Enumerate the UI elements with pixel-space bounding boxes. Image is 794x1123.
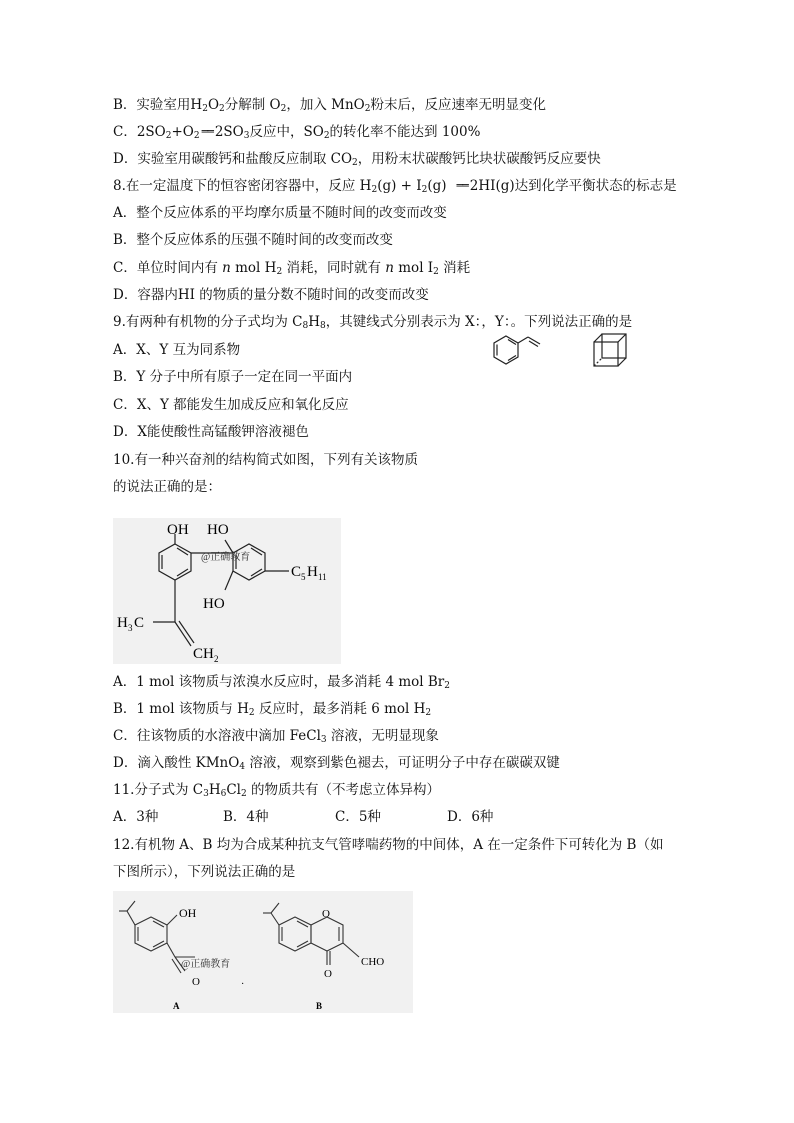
watermark: @正确教育 [181, 959, 231, 970]
methyl-h: H [117, 615, 128, 631]
q9-option-a: A．X、Y 互为同系物 [113, 342, 241, 358]
q10-option-c: C．往该物质的水溶液中滴加 FeCl$_3$ 溶液，无明显现象 [113, 728, 439, 745]
q10-option-d: D．滴入酸性 KMnO$_4$ 溶液，观察到紫色褪去，可证明分子中存在碳碳双键 [113, 755, 560, 772]
q10-stem-line2: 的说法正确的是： [113, 479, 221, 495]
q12-b-keto-o-label: O [324, 968, 332, 980]
q12-stem-line2: 下图所示），下列说法正确的是 [113, 864, 296, 880]
q12-a-o-label: O [192, 976, 200, 988]
q10-structure-figure [113, 518, 341, 664]
q8-option-b: B．整个反应体系的压强不随时间的改变而改变 [113, 232, 393, 248]
q9-option-b: B．Y 分子中所有原子一定在同一平面内 [113, 369, 353, 385]
methyl-c: C [134, 615, 145, 631]
q11-option-b: B．4种 [223, 809, 269, 825]
watermark: @正确教育 [201, 552, 251, 563]
q7-option-c: C．$2SO_2+O_2$ ══ $2SO_3$反应中，$SO_2$的转化率不能达到 100% [113, 124, 481, 141]
styrene-structure [494, 336, 540, 364]
separator-dot: · [241, 979, 245, 990]
compound-b-label: B [316, 1001, 323, 1011]
q8-option-d: D．容器内HI 的物质的量分数不随时间的改变而改变 [113, 287, 429, 303]
q11-option-c: C．5种 [335, 809, 381, 825]
pentyl-sub1: 5 [301, 572, 306, 582]
q11-option-a: A．3种 [113, 809, 159, 825]
q11-options [113, 808, 493, 826]
q12-stem-line1: 12.有机物 A、B 均为合成某种抗支气管哮喘药物的中间体，A 在一定条件下可转化为 B（如 [113, 837, 664, 853]
q9-option-c: C．X、Y 都能发生加成反应和氧化反应 [113, 397, 349, 413]
q8-option-c: C．单位时间内有 n mol $H_2$ 消耗，同时就有 n mol $I_2$ 消耗 [113, 260, 471, 277]
q12-structure-figure [113, 891, 413, 1013]
q10-option-a: A．1 mol 该物质与浓溴水反应时，最多消耗 4 mol $Br_2$ [113, 674, 450, 691]
q9-stem: 9.有两种有机物的分子式均为 $C_8H_8$，其键线式分别表示为 X：，Y：。下列说法正确的是 [113, 314, 633, 331]
methylene-ch: CH [193, 646, 214, 662]
q9-structure-figure [488, 330, 638, 372]
q7-option-d: D．实验室用碳酸钙和盐酸反应制取 $CO_2$，用粉末状碳酸钙比块状碳酸钙反应要快 [113, 151, 601, 168]
methyl-sub: 3 [128, 623, 133, 633]
compound-a-label: A [173, 1001, 180, 1011]
q8-stem: 8.在一定温度下的恒容密闭容器中，反应 $H_2(g) + I_2(g)$ ══ 2HI(g)达到化学平衡状态的标志是 [113, 178, 677, 195]
oh-label: OH [167, 522, 189, 538]
pentyl-sub2: 11 [318, 572, 327, 582]
q10-stem-line1: 10.有一种兴奋剂的结构简式如图，下列有关该物质 [113, 452, 418, 468]
q9-option-d: D．X能使酸性高锰酸钾溶液褪色 [113, 424, 309, 440]
equilibrium-arrow-icon: ══ [201, 125, 213, 138]
q12-b-cho-label: CHO [361, 956, 385, 968]
ho-label-bottom: HO [203, 596, 225, 612]
q11-stem: 11.分子式为 $C_3H_6Cl_2$ 的物质共有（不考虑立体异构） [113, 782, 441, 799]
q8-option-a: A．整个反应体系的平均摩尔质量不随时间的改变而改变 [113, 205, 447, 221]
q11-option-d: D．6种 [447, 809, 494, 825]
pentyl-c: C [291, 564, 302, 580]
pentyl-h: H [307, 564, 318, 580]
methylene-sub: 2 [214, 654, 219, 664]
cubane-structure [594, 334, 626, 366]
q12-b-ring-o-label: O [322, 908, 330, 920]
equilibrium-arrow-icon: ══ [456, 179, 468, 192]
q7-option-b: B．实验室用$H_2O_2$分解制 $O_2$，加入 MnO$_2$粉末后，反应速率无明显变化 [113, 97, 546, 114]
ho-label-top: HO [207, 522, 229, 538]
q10-option-b: B．1 mol 该物质与 $H_2$ 反应时，最多消耗 6 mol $H_2$ [113, 701, 432, 718]
q12-a-oh-label: OH [179, 906, 197, 920]
